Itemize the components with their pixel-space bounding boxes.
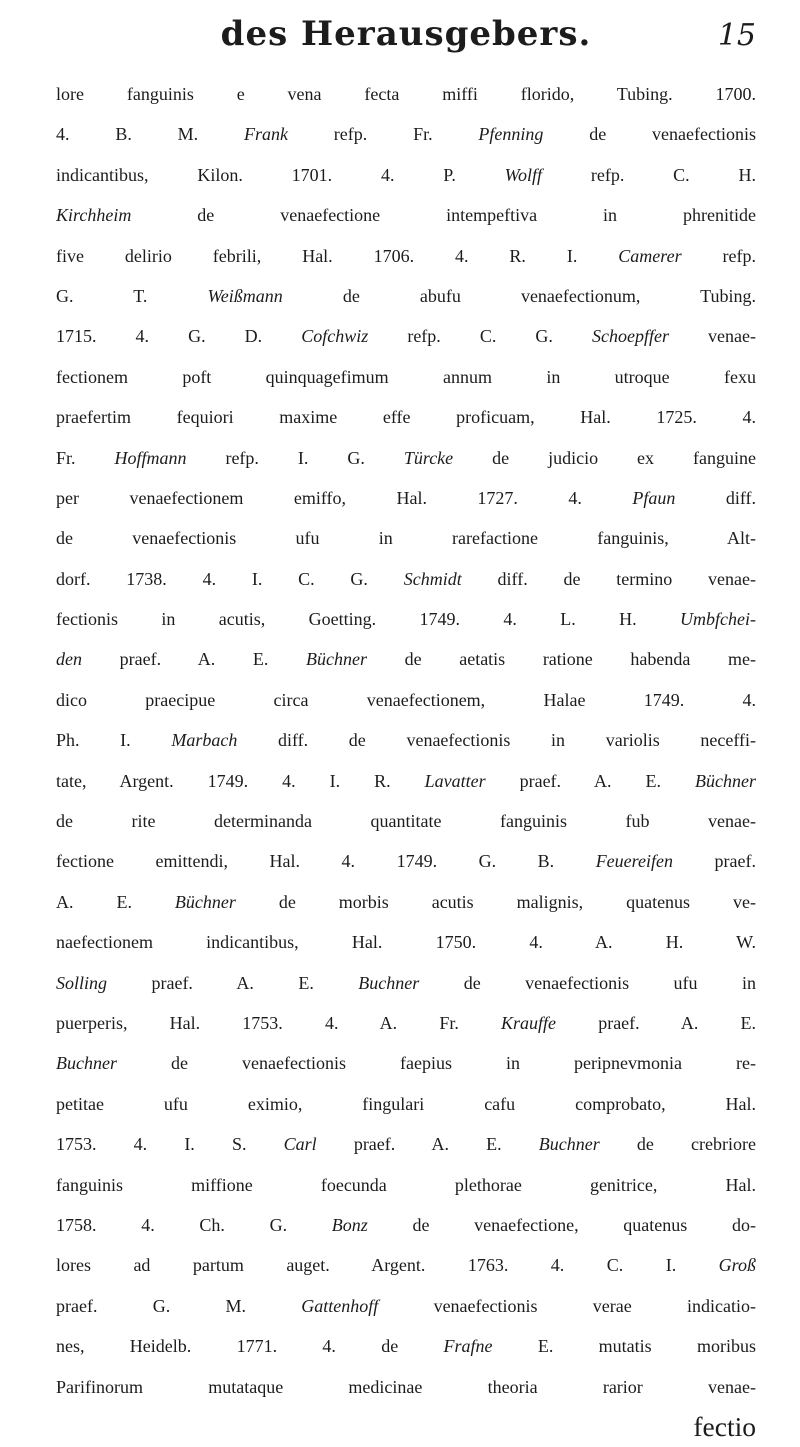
author-name: Lavatter [424,770,486,791]
text-segment: fanguinis miffione foecunda plethorae genitrice, Hal. [56,1174,756,1195]
text-segment: refp. I. G. [186,447,404,468]
text-line [56,1205,756,1245]
author-name: Türcke [403,447,454,468]
text-segment: lores ad partum auget. Argent. 1763. 4. C. I. [56,1255,719,1276]
text-segment: fectione emittendi, Hal. 4. 1749. G. B. [56,851,596,872]
text-line [56,559,756,599]
running-head [56,14,756,74]
author-name: Buchner [358,972,420,993]
text-line [56,639,756,679]
text-segment: diff. de termino venae- [461,568,756,589]
text-segment: G. T. [56,285,208,306]
text-line [56,276,756,316]
text-line [56,1003,756,1043]
text-line [56,882,756,922]
text-segment: fectionem poft quinquagefimum annum in utroque fexu [56,366,756,387]
author-name: Büchner [695,770,756,791]
author-name: Marbach [171,730,238,751]
text-segment: nes, Heidelb. 1771. 4. de [56,1336,444,1357]
text-segment: praef. A. E. [82,649,306,670]
text-segment: Parifinorum mutataque medicinae theoria rarior venae- [56,1376,756,1397]
text-segment: lore fanguinis e vena fecta miffi florido, Tubing. 1700. [56,84,756,104]
text-segment: 1753. 4. I. S. [56,1134,284,1155]
text-segment: per venaefectionem emiffo, Hal. 1727. 4. [56,487,633,508]
text-line [56,1286,756,1326]
text-segment: venae- [668,326,756,347]
text-segment: de venaefectionis [543,124,756,145]
author-name: Buchner [538,1134,600,1155]
text-segment: petitae ufu eximio, fingulari cafu comprobato, Hal. [56,1093,756,1114]
text-line [56,1084,756,1124]
running-head-title: des Herausgebers. [220,14,592,54]
author-name: Carl [283,1134,317,1155]
text-line [56,438,756,478]
text-segment: Ph. I. [56,730,172,751]
author-name: Bonz [331,1214,368,1235]
text-line [56,680,756,720]
text-segment: praef. G. M. [56,1295,302,1316]
text-segment: diff. de venaefectionis in variolis neceffi- [237,730,756,751]
text-segment: naefectionem indicantibus, Hal. 1750. 4. A. H. W. [56,932,756,953]
text-segment: de venaefectione intempeftiva in phrenitide [131,205,756,226]
text-segment: refp. [681,245,756,266]
bibliography-paragraph [56,74,756,1447]
author-name: Camerer [618,245,682,266]
author-name: Feuereifen [595,851,673,872]
text-segment: de venaefectionis faepius in peripnevmonia re- [116,1053,756,1074]
page-number: 15 [717,18,756,53]
author-name: Cofchwiz [301,326,369,347]
text-line [56,1326,756,1366]
text-segment: puerperis, Hal. 1753. 4. A. Fr. [56,1012,502,1033]
text-segment: diff. [675,487,756,508]
text-segment: 1758. 4. Ch. G. [56,1214,332,1235]
author-name: Schmidt [403,568,462,589]
text-segment: de morbis acutis malignis, quatenus ve- [235,891,756,912]
text-segment: five delirio febrili, Hal. 1706. 4. R. I. [56,245,619,266]
text-segment: 1715. 4. G. D. [56,326,302,347]
text-segment: venaefectionis verae indicatio- [378,1295,756,1316]
text-line [56,1407,756,1447]
text-segment: de abufu venaefectionum, Tubing. [282,285,756,306]
author-name: Gattenhoff [301,1295,379,1316]
author-name: Buchner [56,1053,117,1074]
text-line [56,357,756,397]
author-name: Hoffmann [114,447,187,468]
author-name: Schoepffer [592,326,669,347]
text-segment: de venaefectionis ufu in rarefactione fanguinis, Alt- [56,528,756,549]
author-name: Wolff [504,164,543,185]
text-line [56,74,756,114]
text-line [56,518,756,558]
text-line [56,1124,756,1164]
text-segment: 4. B. M. [56,124,244,145]
text-segment: tate, Argent. 1749. 4. I. R. [56,770,425,791]
text-segment: A. E. [56,891,175,912]
text-line [56,1165,756,1205]
text-segment: indicantibus, Kilon. 1701. 4. P. [56,164,505,185]
text-line [56,478,756,518]
text-segment: praef. A. E. [556,1012,756,1033]
text-line [56,397,756,437]
text-line [56,1245,756,1285]
text-segment: refp. Fr. [287,124,479,145]
text-segment: de aetatis ratione habenda me- [366,649,756,670]
text-line [56,155,756,195]
author-name: den [56,649,82,670]
text-segment: praef. [672,851,756,872]
author-name: Groß [718,1255,756,1276]
text-segment: de venaefectionis ufu in [419,972,756,993]
text-line [56,761,756,801]
text-segment: de judicio ex fanguine [453,447,756,468]
text-line [56,841,756,881]
text-line [56,236,756,276]
author-name: Pfenning [478,124,544,145]
text-segment: de crebriore [599,1134,756,1155]
text-line [56,801,756,841]
text-line [56,599,756,639]
text-line [56,922,756,962]
text-segment: fectionis in acutis, Goetting. 1749. 4. L. H. [56,609,681,630]
author-name: Frank [243,124,288,145]
text-segment: praefertim fequiori maxime effe proficuam, Hal. 1725. 4. [56,407,756,428]
text-line [56,1367,756,1407]
text-line [56,195,756,235]
text-segment: refp. C. G. [368,326,592,347]
author-name: Kirchheim [56,205,132,226]
text-line [56,1043,756,1083]
author-name: Büchner [174,891,236,912]
author-name: Weißmann [207,285,283,306]
text-line [56,720,756,760]
text-segment: de venaefectione, quatenus do- [367,1214,756,1235]
text-segment: refp. C. H. [542,164,756,185]
text-segment: praef. A. E. [316,1134,539,1155]
author-name: Büchner [305,649,367,670]
text-line [56,963,756,1003]
author-name: Krauffe [501,1012,557,1033]
text-segment: dorf. 1738. 4. I. C. G. [56,568,404,589]
text-segment: de rite determinanda quantitate fanguinis fub venae- [56,811,756,832]
text-segment: fectio [693,1410,756,1442]
author-name: Pfaun [632,487,676,508]
author-name: Umbfchei- [680,609,756,630]
text-segment: praef. A. E. [485,770,696,791]
text-segment: Fr. [56,447,115,468]
text-segment: E. mutatis moribus [492,1336,756,1357]
author-name: Frafne [443,1336,493,1357]
author-name: Solling [56,972,108,993]
text-line [56,114,756,154]
text-segment: praef. A. E. [107,972,359,993]
text-line [56,316,756,356]
text-segment: dico praecipue circa venaefectionem, Halae 1749. 4. [56,689,756,710]
